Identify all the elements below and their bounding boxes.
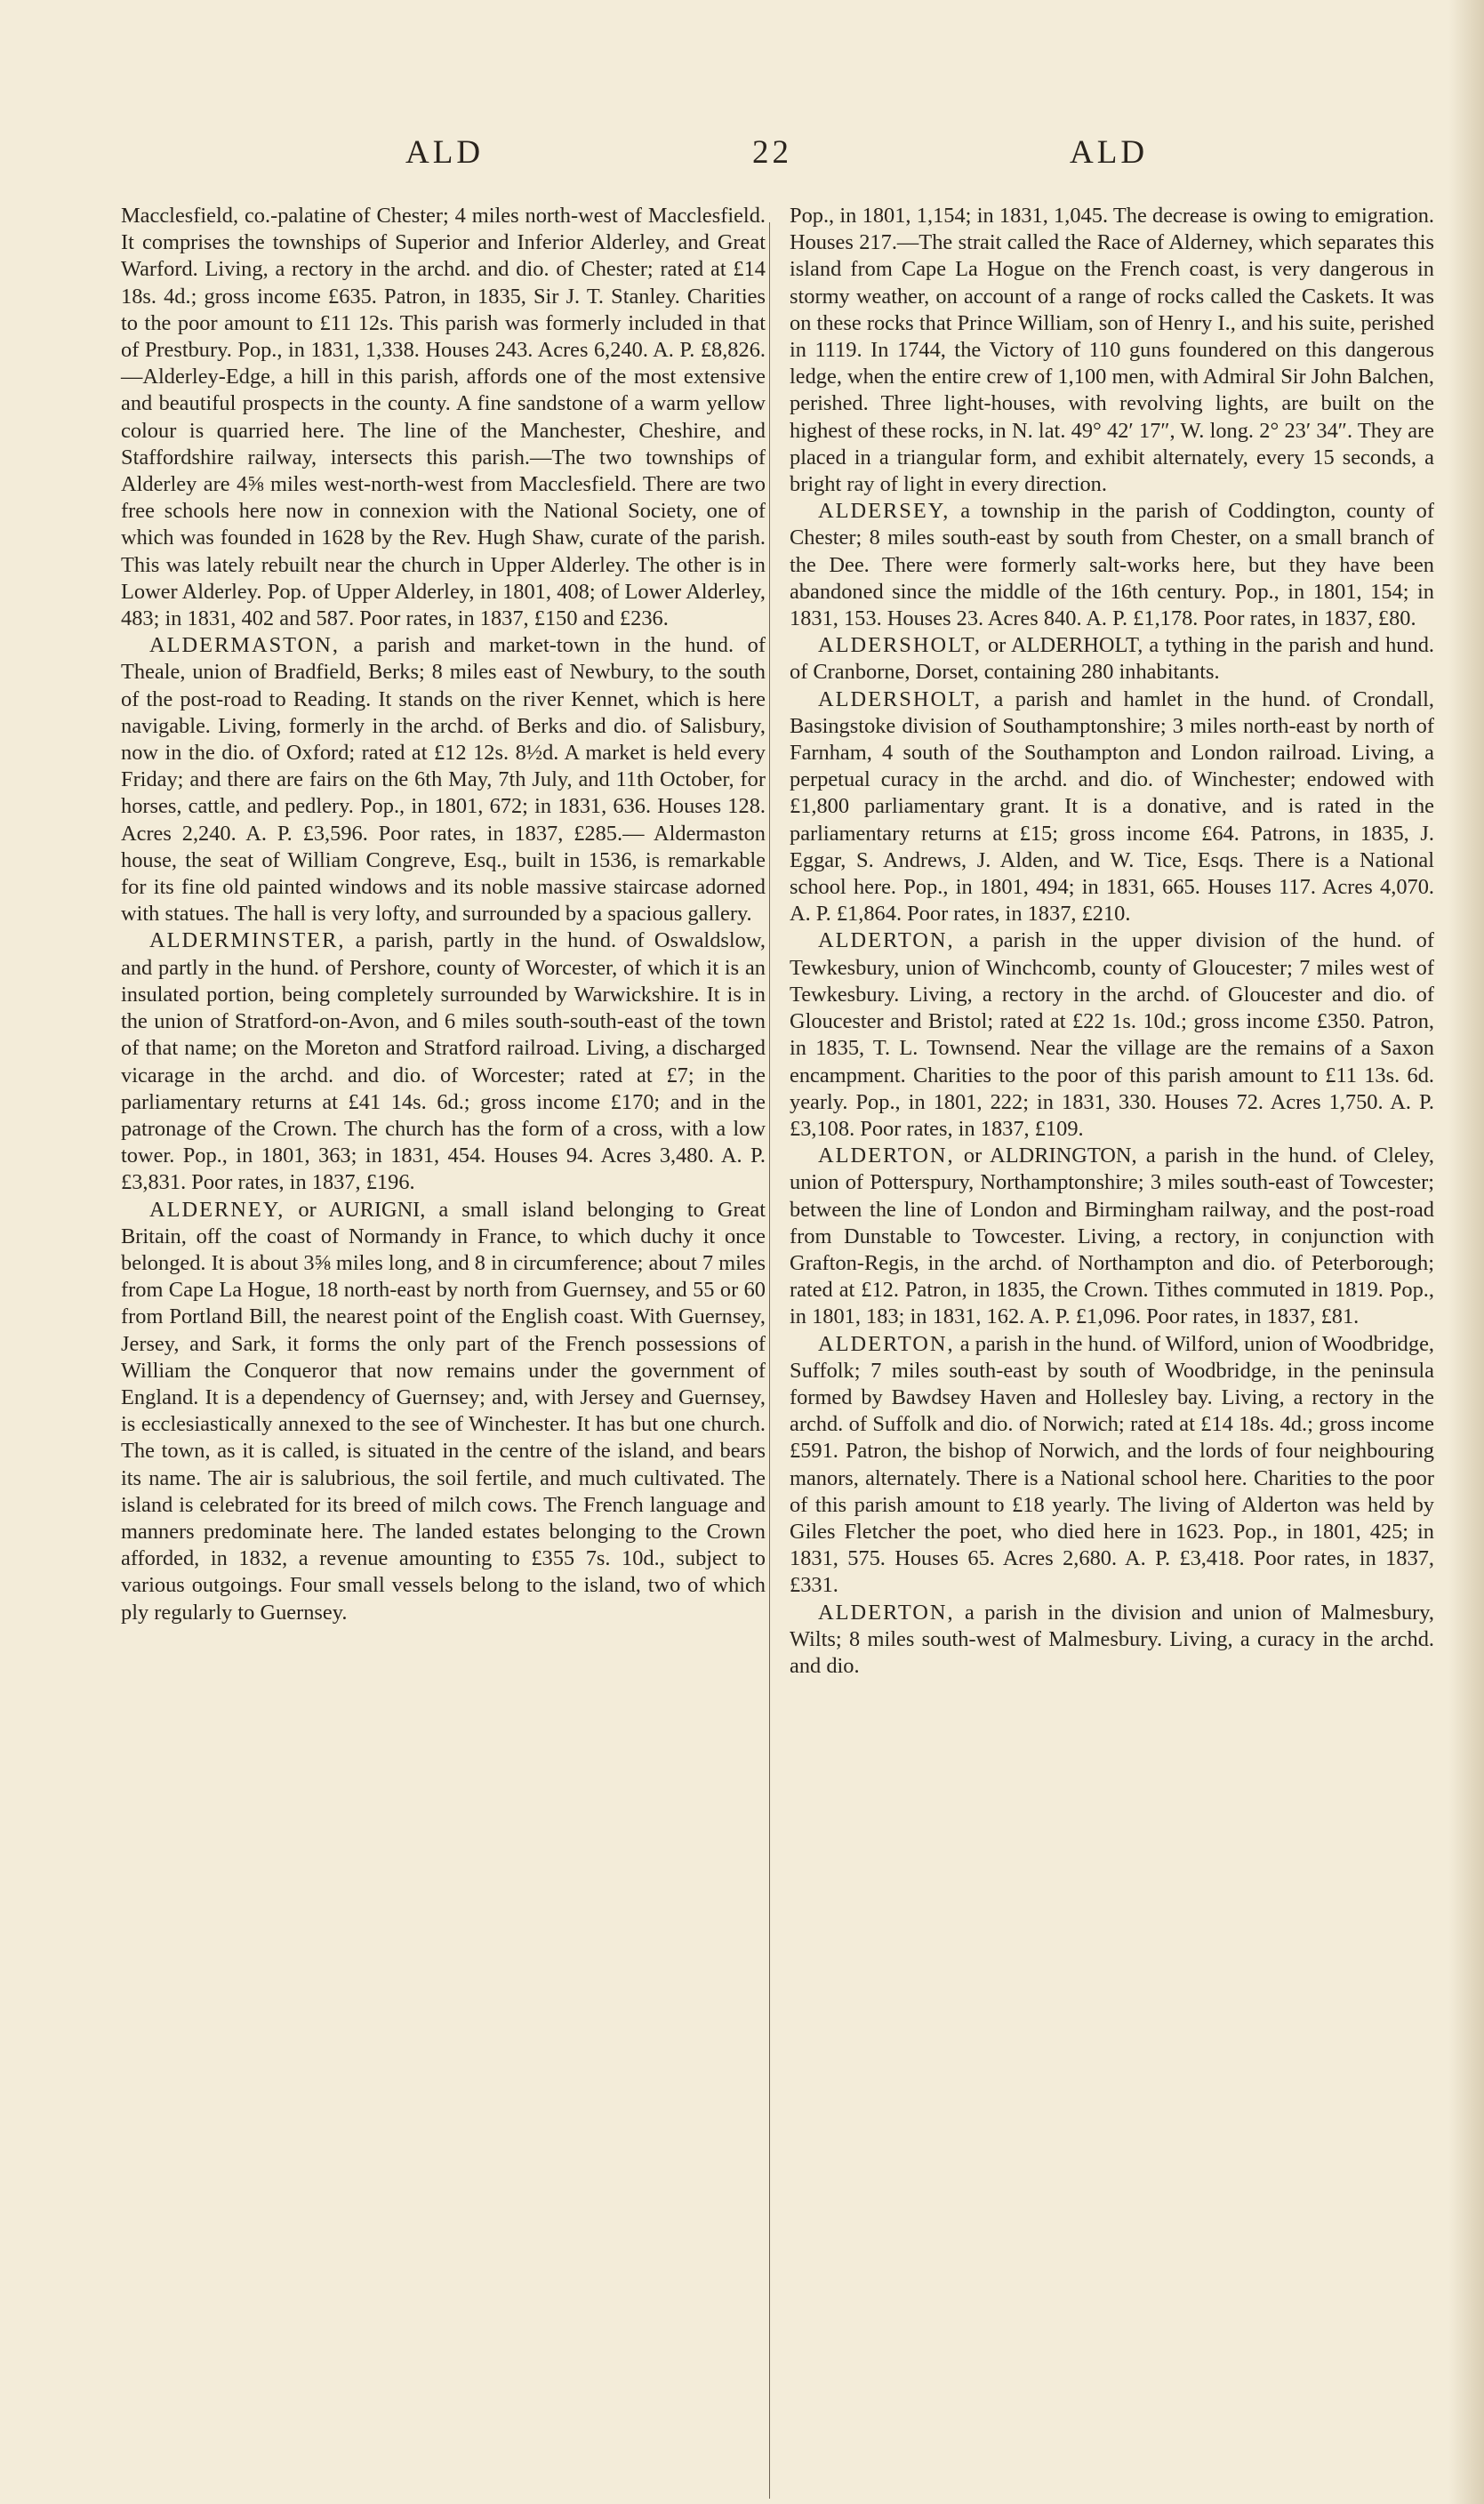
entry-title: ALDERMASTON,: [149, 633, 340, 658]
column-divider: [769, 222, 770, 2499]
left-column: [121, 203, 766, 1626]
entry-alderton-northampton: ALDERTON, or ALDRINGTON, a parish in the hund. of Cleley, union of Potterspury, Northamptonshire; 3 miles south-east of Towcester; between the line of London and Birmingham railway, and the post-road from Dunstable to Towcester. Living, a rectory, in conjunction with Grafton-Regis, in the archd. of Northampton and dio. of Peterborough; rated at £12. Patron, in 1835, the Crown. Tithes commuted in 1819. Pop., in 1801, 183; in 1831, 162. A. P. £1,096. Poor rates, in 1837, £81.: [790, 1144, 1434, 1329]
page-spine-shadow: [1448, 0, 1484, 2504]
entry-alderton-gloucester: ALDERTON, a parish in the upper division of the hund. of Tewkesbury, union of Winchcomb, county of Gloucester; 7 miles west of Tewkesbury. Living, a rectory in the archd. of Gloucester and dio. of Gloucester and Bristol; rated at £22 1s. 10d.; gross income £350. Patron, in 1835, T. L. Townsend. Near the village are the remains of a Saxon encampment. Charities to the poor of this parish amount to £11 13s. 6d. yearly. Pop., in 1801, 222; in 1831, 330. Houses 72. Acres 1,750. A. P. £3,108. Poor rates, in 1837, £109.: [790, 928, 1434, 1141]
entry-alderton-suffolk: ALDERTON, a parish in the hund. of Wilford, union of Woodbridge, Suffolk; 7 miles south-east by south of Woodbridge, in the peninsula formed by Bawdsey Haven and Hollesley bay. Living, a rectory in the archd. of Suffolk and dio. of Norwich; rated at £14 18s. 4d.; gross income £591. Patron, the bishop of Norwich, and the lords of four neighbouring manors, alternately. There is a National school here. Charities to the poor of this parish amount to £18 yearly. The living of Alderton was held by Giles Fletcher the poet, who died here in 1623. Pop., in 1801, 425; in 1831, 575. Houses 65. Acres 2,680. A. P. £3,418. Poor rates, in 1837, £331.: [790, 1331, 1434, 1598]
header-left-word: ALD: [405, 134, 485, 171]
entry-aldersey: ALDERSEY, a township in the parish of Coddington, county of Chester; 8 miles south-east by south from Chester, on a small branch of the Dee. There were formerly salt-works here, but they have been abandoned since the middle of the 16th century. Pop., in 1801, 154; in 1831, 153. Houses 23. Acres 840. A. P. £1,178. Poor rates, in 1837, £80.: [790, 499, 1434, 631]
entry-alderney: ALDERNEY, or AURIGNI, a small island belonging to Great Britain, off the coast of Normandy in France, to which duchy it once belonged. It is about 3⅝ miles long, and 8 in circumference; about 7 miles from Cape La Hogue, 18 north-east by north from Guernsey, and 55 or 60 from Portland Bill, the nearest point of the English coast. With Guernsey, Jersey, and Sark, it forms the only part of the French possessions of William the Conqueror that now remains under the government of England. It is a dependency of Guernsey; and, with Jersey and Guernsey, is ecclesiastically annexed to the see of Winchester. It has but one church. The town, as it is called, is situated in the centre of the island, and bears its name. The air is salubrious, the soil fertile, and much cultivated. The island is celebrated for its breed of milch cows. The French language and manners predominate here. The landed estates belonging to the Crown afforded, in 1832, a revenue amounting to £355 7s. 10d., subject to various outgoings. Four small vessels belong to the island, two of which ply regularly to Guernsey.: [121, 1197, 766, 1625]
right-column: [790, 203, 1434, 1680]
entry-title: ALDERTON,: [818, 1144, 955, 1168]
entry-alderney-continued: Pop., in 1801, 1,154; in 1831, 1,045. The decrease is owing to emigration. Houses 217.—The strait called the Race of Alderney, which separates this island from Cape La Hogue on the French coast, is very dangerous in stormy weather, on account of a range of rocks called the Caskets. It was on these rocks that Prince William, son of Henry I., and his suite, perished in 1119. In 1744, the Victory of 110 guns foundered on this dangerous ledge, when the entire crew of 1,100 men, with Admiral Sir John Balchen, perished. Three light-houses, with revolving lights, are built on the highest of these rocks, in N. lat. 49° 42′ 17″, W. long. 2° 23′ 34″. They are placed in a triangular form, and exhibit alternately, every 15 seconds, a bright ray of light in every direction.: [790, 204, 1434, 497]
entry-aldermaston: ALDERMASTON, a parish and market-town in the hund. of Theale, union of Bradfield, Berks; 8 miles east of Newbury, to the south of the post-road to Reading. It stands on the river Kennet, which is here navigable. Living, formerly in the archd. of Berks and dio. of Salisbury, now in the dio. of Oxford; rated at £12 12s. 8½d. A market is held every Friday; and there are fairs on the 6th May, 7th July, and 11th October, for horses, cattle, and pedlery. Pop., in 1801, 672; in 1831, 636. Houses 128. Acres 2,240. A. P. £3,596. Poor rates, in 1837, £285.— Aldermaston house, the seat of William Congreve, Esq., built in 1536, is remarkable for its fine old painted windows and its noble massive staircase adorned with statues. The hall is very lofty, and surrounded by a spacious gallery.: [121, 633, 766, 927]
entry-title: ALDERMINSTER,: [149, 928, 346, 953]
page-number: 22: [752, 134, 792, 171]
entry-title: ALDERSHOLT,: [818, 686, 982, 711]
entry-title: ALDERSHOLT,: [818, 633, 982, 658]
entry-aldersholt-parish: ALDERSHOLT, a parish and hamlet in the hund. of Crondall, Basingstoke division of Southamptonshire; 3 miles north-east by north of Farnham, 4 south of the Southampton and London railroad. Living, a perpetual curacy in the archd. and dio. of Winchester; endowed with £1,800 parliamentary grant. It is a donative, and is rated in the parliamentary returns at £15; gross income £64. Patrons, in 1835, J. Eggar, S. Andrews, J. Alden, and W. Tice, Esqs. There is a National school here. Pop., in 1801, 494; in 1831, 665. Houses 117. Acres 4,070. A. P. £1,864. Poor rates, in 1837, £210.: [790, 686, 1434, 927]
entry-alderton-wilts: ALDERTON, a parish in the division and union of Malmesbury, Wilts; 8 miles south-west of Malmesbury. Living, a curacy in the archd. and dio.: [790, 1600, 1434, 1678]
entry-title: ALDERNEY,: [149, 1197, 285, 1222]
entry-alderley-continued: Macclesfield, co.-palatine of Chester; 4 miles north-west of Macclesfield. It comprises the townships of Superior and Inferior Alderley, and Great Warford. Living, a rectory in the archd. and dio. of Chester; rated at £14 18s. 4d.; gross income £635. Patron, in 1835, Sir J. T. Stanley. Charities to the poor amount to £11 12s. This parish was formerly included in that of Prestbury. Pop., in 1831, 1,338. Houses 243. Acres 6,240. A. P. £8,826.—Alderley-Edge, a hill in this parish, affords one of the most extensive and beautiful prospects in the county. A fine sandstone of a warm yellow colour is quarried here. The line of the Manchester, Cheshire, and Staffordshire railway, intersects this parish.—The two townships of Alderley are 4⅝ miles west-north-west from Macclesfield. There are two free schools here now in connexion with the National Society, one of which was founded in 1628 by the Rev. Hugh Shaw, curate of the parish. This was lately rebuilt near the church in Upper Alderley. The other is in Lower Alderley. Pop. of Upper Alderley, in 1801, 408; of Lower Alderley, 483; in 1831, 402 and 587. Poor rates, in 1837, £150 and £236.: [121, 204, 766, 631]
entry-title: ALDERTON,: [818, 928, 955, 953]
entry-title: ALDERTON,: [818, 1600, 955, 1625]
entry-title: ALDERSEY,: [818, 499, 951, 524]
header-right-word: ALD: [1070, 134, 1149, 171]
running-header: [0, 133, 1484, 187]
entry-title: ALDERTON,: [818, 1331, 955, 1356]
entry-aldersholt-tything: ALDERSHOLT, or ALDERHOLT, a tything in the parish and hund. of Cranborne, Dorset, containing 280 inhabitants.: [790, 633, 1434, 685]
entry-alderminster: ALDERMINSTER, a parish, partly in the hund. of Oswaldslow, and partly in the hund. of Pershore, county of Worcester, of which it is an insulated portion, being completely surrounded by Warwickshire. It is in the union of Stratford-on-Avon, and 6 miles south-south-east of the town of that name; on the Moreton and Stratford railroad. Living, a discharged vicarage in the archd. and dio. of Worcester; rated at £7; in the parliamentary returns at £41 14s. 6d.; gross income £170; and in the patronage of the Crown. The church has the form of a cross, with a low tower. Pop., in 1801, 363; in 1831, 454. Houses 94. Acres 3,480. A. P. £3,831. Poor rates, in 1837, £196.: [121, 928, 766, 1195]
